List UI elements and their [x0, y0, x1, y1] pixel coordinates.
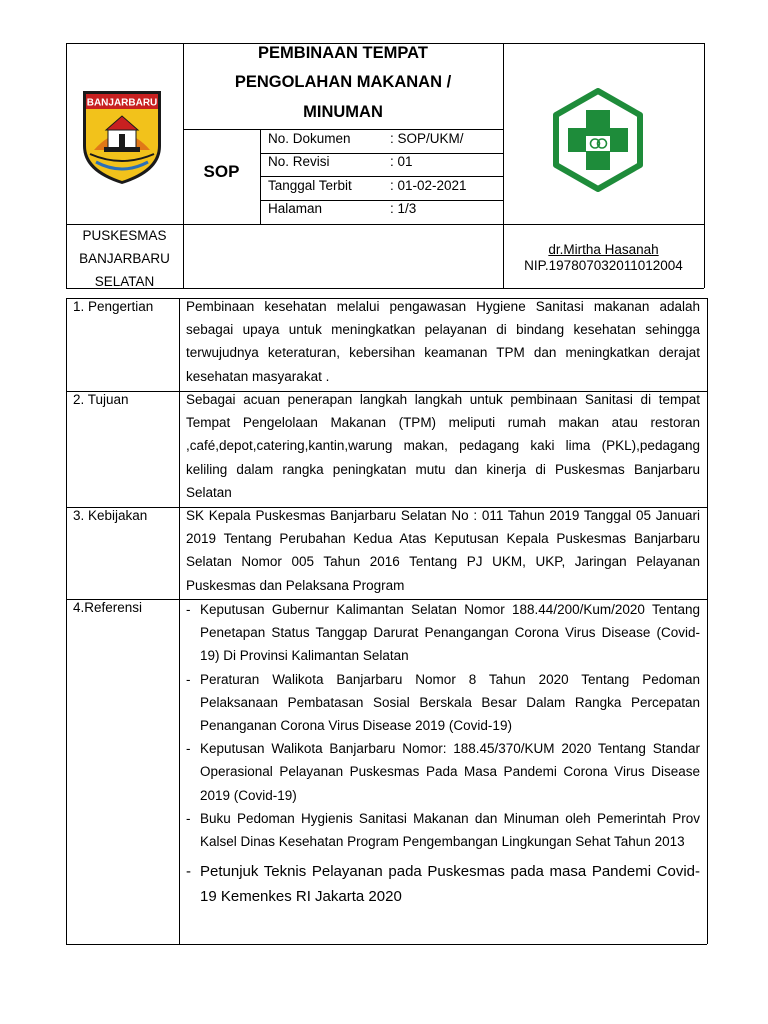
pengertian-label: 1. Pengertian: [73, 299, 154, 314]
document-title-line-3: MINUMAN: [303, 103, 383, 121]
list-item: [186, 807, 700, 853]
doc-number-label: No. Dokumen: [268, 131, 351, 146]
revision-label: No. Revisi: [268, 154, 330, 169]
tujuan-label: 2. Tujuan: [73, 392, 129, 407]
list-item: [186, 737, 700, 807]
doc-number-value: : SOP/UKM/: [390, 131, 464, 146]
kebijakan-text: SK Kepala Puskesmas Banjarbaru Selatan No : 011 Tahun 2019 Tanggal 05 Januari 2019 Tentang Perubahan Kedua Atas Keputusan Kepala Puskesmas Banjarbaru Selatan Nomor 005 Tahun 2016 Tentang PJ UKM, UKP, Jaringan Pelayanan Puskesmas dan Pelaksana Program: [186, 508, 700, 593]
list-item: [186, 859, 700, 909]
reference-text: Petunjuk Teknis Pelayanan pada Puskesmas pada masa Pandemi Covid-19 Kemenkes RI Jakarta 2020: [200, 863, 700, 906]
bullet-dash: -: [186, 863, 191, 881]
banjarbaru-crest-icon: [80, 88, 164, 186]
referensi-list: [186, 598, 700, 909]
tujuan-text: Sebagai acuan penerapan langkah langkah untuk pembinaan Sanitasi di tempat Tempat Pengelolaan Makanan (TPM) meliputi rumah makan atau restoran ,café,depot,catering,kantin,warung makan, pedagang kaki lima (PKL),pedagang keliling dalam rangka peningkatan mutu dan kinerja di Puskesmas Banjarbaru Selatan: [186, 392, 700, 500]
document-title-line-2: PENGOLAHAN MAKANAN /: [234, 73, 452, 91]
issue-date-value: : 01-02-2021: [390, 178, 467, 193]
org-line-1: PUSKESMAS: [82, 228, 167, 243]
document-title-line-1: PEMBINAAN TEMPAT: [258, 44, 428, 62]
org-line-3: SELATAN: [94, 274, 155, 289]
kebijakan-label: 3. Kebijakan: [73, 508, 148, 523]
issue-date-label: Tanggal Terbit: [268, 178, 352, 193]
pengertian-text: Pembinaan kesehatan melalui pengawasan Hygiene Sanitasi makanan adalah sebagai upaya untuk meningkatkan pelayanan di bindang kesehatan sehingga terwujudnya keteraturan, kebersihan keamanan TPM dan meningkatkan derajat kesehatan masyarakat .: [186, 299, 700, 384]
bullet-dash: -: [186, 671, 191, 687]
page-value: : 1/3: [390, 201, 417, 216]
organization-name: [66, 224, 183, 293]
list-item: [186, 668, 700, 738]
reference-text: Peraturan Walikota Banjarbaru Nomor 8 Tahun 2020 Tentang Pedoman Pelaksanaan Pembatasan Sosial Berskala Besar Dalam Rangka Percepatan Penanganan Corona Virus Disease 2019 (Covid-19): [200, 671, 700, 734]
revision-value: : 01: [390, 154, 413, 169]
bullet-dash: -: [186, 810, 191, 826]
list-item: [186, 598, 700, 668]
sop-label: SOP: [203, 162, 240, 181]
bullet-dash: -: [186, 602, 191, 617]
signatory-nip: NIP.197807032011012004: [524, 258, 683, 273]
puskesmas-cross-icon: [552, 88, 644, 192]
referensi-label: 4.Referensi: [73, 600, 143, 615]
svg-text:BANJARBARU: BANJARBARU: [86, 97, 158, 109]
bullet-dash: -: [186, 741, 191, 757]
reference-text: Keputusan Walikota Banjarbaru Nomor: 188.45/370/KUM 2020 Tentang Standar Operasional Pelayanan Puskesmas Pada Masa Pandemi Corona Virus Disease 2019 (Covid-19): [200, 741, 700, 803]
page-label: Halaman: [268, 201, 323, 216]
signatory-name: dr.Mirtha Hasanah: [548, 242, 659, 257]
reference-text: Buku Pedoman Hygienis Sanitasi Makanan dan Minuman oleh Pemerintah Prov Kalsel Dinas Kesehatan Program Pengembangan Lingkungan Sehat Tahun 2013: [200, 810, 700, 850]
org-line-2: BANJARBARU: [79, 251, 170, 266]
reference-text: Keputusan Gubernur Kalimantan Selatan Nomor 188.44/200/Kum/2020 Tentang Penetapan Status Tanggap Darurat Penangangan Corona Virus Disease (Covid-19) Di Provinsi Kalimantan Selatan: [200, 602, 700, 664]
